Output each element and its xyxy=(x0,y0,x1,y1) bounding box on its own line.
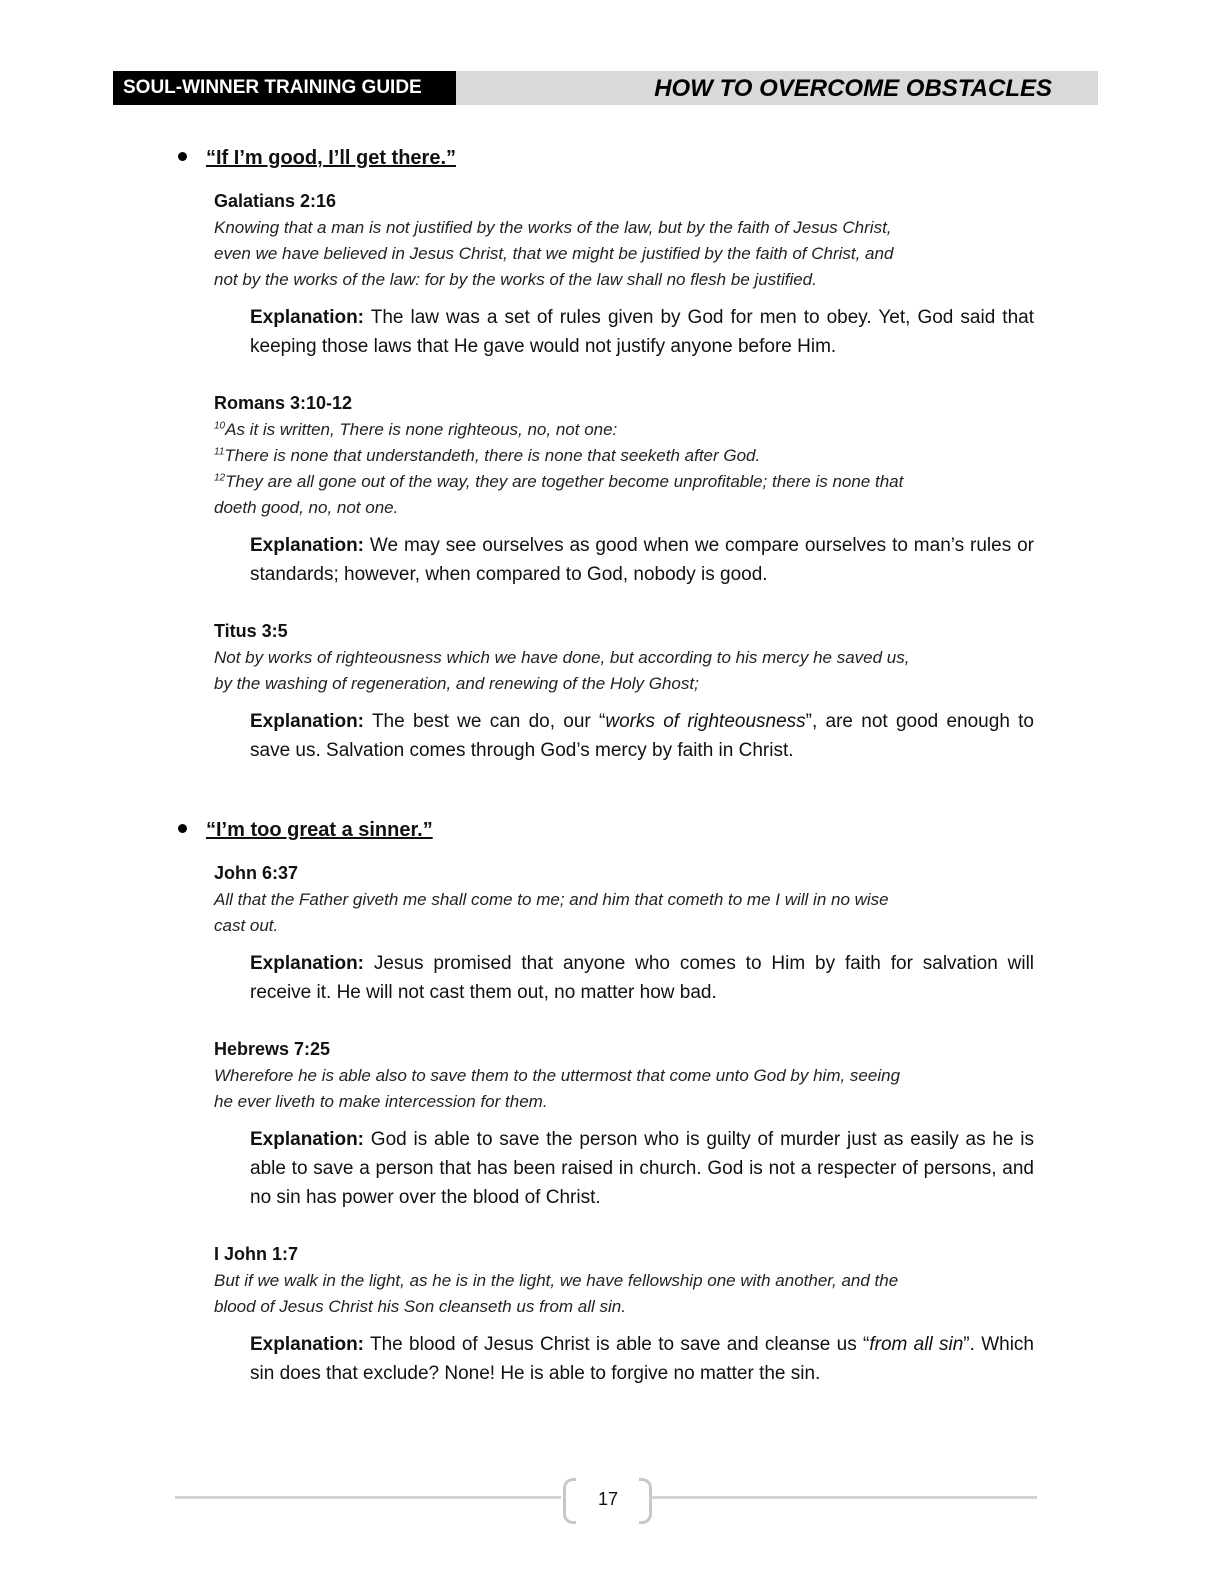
verse-line: cast out. xyxy=(214,916,279,935)
explanation-text: The law was a set of rules given by God for men to obey. Yet, God said that keeping those laws that He gave would not justify anyone before Him. xyxy=(250,307,1034,357)
verse-line: not by the works of the law: for by the works of the law shall no flesh be justified. xyxy=(214,270,817,289)
verse-block xyxy=(214,189,1038,361)
explanation-text-post: ”, are not good enough to save us. Salvation comes through God’s mercy by faith in Christ. xyxy=(250,711,1034,761)
explanation-label: Explanation: xyxy=(250,1334,365,1355)
bullet-icon xyxy=(178,824,187,833)
page-header xyxy=(113,71,1098,105)
verse-text xyxy=(214,417,1038,521)
explanation-text-pre: The best we can do, our “ xyxy=(371,711,606,732)
verse-line-text: There is none that understandeth, there is none that seeketh after God. xyxy=(224,446,761,465)
verse-number: 12 xyxy=(214,472,226,484)
explanation-label: Explanation: xyxy=(250,1129,365,1150)
chapter-title: HOW TO OVERCOME OBSTACLES xyxy=(456,71,1098,105)
verse-line: blood of Jesus Christ his Son cleanseth us from all sin. xyxy=(214,1297,626,1316)
explanation xyxy=(250,303,1034,361)
explanation xyxy=(250,707,1034,765)
verse-line: he ever liveth to make intercession for them. xyxy=(214,1092,548,1111)
bracket-right-icon xyxy=(639,1478,652,1524)
verse-text xyxy=(214,887,1038,939)
verse-text xyxy=(214,215,1038,293)
explanation-emphasis: works of righteousness xyxy=(605,711,806,732)
explanation-text: God is able to save the person who is guilty of murder just as easily as he is able to save a person that has been raised in church. God is not a respecter of persons, and no sin has power over the blood of Christ. xyxy=(250,1129,1035,1208)
verse-text xyxy=(214,645,1038,697)
explanation xyxy=(250,1330,1034,1388)
verse-line: But if we walk in the light, as he is in the light, we have fellowship one with another, and the xyxy=(214,1271,899,1290)
verse-reference: Galatians 2:16 xyxy=(214,191,337,211)
guide-title: SOUL-WINNER TRAINING GUIDE xyxy=(113,71,456,105)
explanation xyxy=(250,531,1034,589)
objection-heading xyxy=(178,143,1038,175)
verse-block xyxy=(214,1242,1038,1388)
verse-reference: Titus 3:5 xyxy=(214,621,288,641)
objection-heading xyxy=(178,815,1038,847)
verse-text xyxy=(214,1063,1038,1115)
explanation-label: Explanation: xyxy=(250,307,365,328)
page-number: 17 xyxy=(597,1489,619,1509)
verse-line: by the washing of regeneration, and renewing of the Holy Ghost; xyxy=(214,674,699,693)
objection-section xyxy=(178,815,1038,1388)
explanation-text-post: ”. Which sin does that exclude? None! He is able to forgive no matter the sin. xyxy=(250,1334,1034,1384)
verse-reference: I John 1:7 xyxy=(214,1244,299,1264)
verse-line-text: As it is written, There is none righteous, no, not one: xyxy=(225,420,618,439)
objection-section xyxy=(178,143,1038,765)
objection-title: “If I’m good, I’ll get there.” xyxy=(206,147,457,169)
verse-number: 11 xyxy=(214,446,225,458)
verse-line: even we have believed in Jesus Christ, that we might be justified by the faith of Christ, and xyxy=(214,244,894,263)
verse-line xyxy=(214,417,1038,443)
footer-rule-left xyxy=(175,1496,561,1499)
verse-number: 10 xyxy=(214,420,226,432)
verse-block xyxy=(214,619,1038,765)
verse-reference: Hebrews 7:25 xyxy=(214,1039,331,1059)
explanation-text: Jesus promised that anyone who comes to Him by faith for salvation will receive it. He will not cast them out, no matter how bad. xyxy=(250,953,1035,1003)
explanation xyxy=(250,949,1034,1007)
verse-line: Knowing that a man is not justified by the works of the law, but by the faith of Jesus Christ, xyxy=(214,218,892,237)
explanation-label: Explanation: xyxy=(250,535,365,556)
explanation-emphasis: from all sin xyxy=(869,1334,964,1355)
verse-reference: John 6:37 xyxy=(214,863,299,883)
verse-reference: Romans 3:10-12 xyxy=(214,393,353,413)
page-content xyxy=(178,143,1038,1388)
verse-line: doeth good, no, not one. xyxy=(214,498,399,517)
objection-title: “I’m too great a sinner.” xyxy=(206,819,433,841)
verse-block xyxy=(214,861,1038,1007)
explanation xyxy=(250,1125,1034,1212)
verse-line xyxy=(214,443,1038,469)
explanation-text-pre: The blood of Jesus Christ is able to save and cleanse us “ xyxy=(370,1334,870,1355)
bullet-icon xyxy=(178,152,187,161)
verse-block xyxy=(214,1037,1038,1212)
verse-line: Not by works of righteousness which we have done, but according to his mercy he saved us, xyxy=(214,648,910,667)
explanation-label: Explanation: xyxy=(250,953,365,974)
footer-rule-right xyxy=(651,1496,1037,1499)
verse-text xyxy=(214,1268,1038,1320)
explanation-text: We may see ourselves as good when we compare ourselves to man’s rules or standards; however, when compared to God, nobody is good. xyxy=(250,535,1034,585)
verse-line xyxy=(214,469,1038,495)
verse-line: Wherefore he is able also to save them to the uttermost that come unto God by him, seeing xyxy=(214,1066,901,1085)
verse-line-text: They are all gone out of the way, they are together become unprofitable; there is none that xyxy=(225,472,904,491)
verse-line: All that the Father giveth me shall come to me; and him that cometh to me I will in no wise xyxy=(214,890,889,909)
page-footer xyxy=(175,1476,1037,1524)
explanation-label: Explanation: xyxy=(250,711,365,732)
verse-block xyxy=(214,391,1038,589)
